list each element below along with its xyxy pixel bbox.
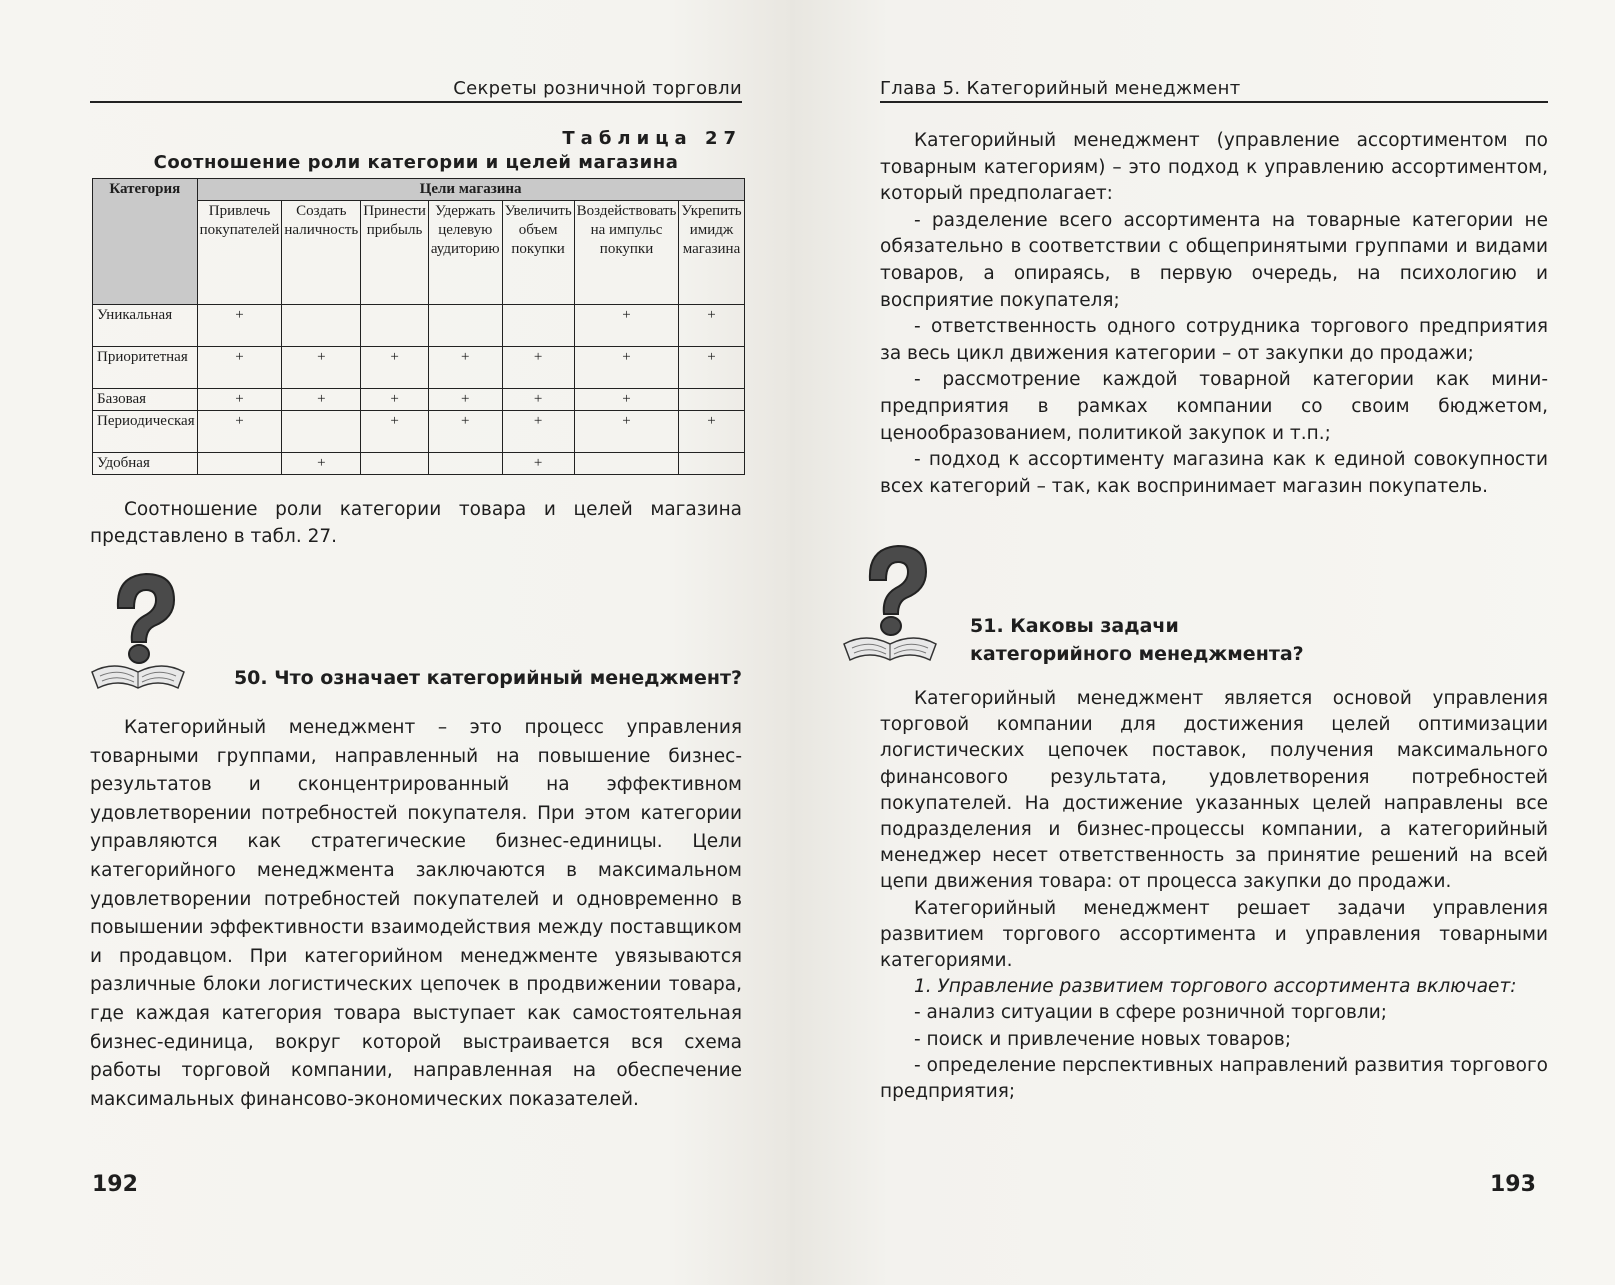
mark-cell: + [574, 305, 679, 347]
answer-51-paragraph-2: Категорийный менеджмент решает задачи управления развитием торгового ассортимента и управления товарными категориями. [880, 897, 1548, 972]
mark-cell [428, 453, 502, 475]
table-row [93, 347, 745, 389]
mark-cell: + [679, 305, 744, 347]
right-page [790, 0, 1615, 1285]
table-number: Таблица 27 [562, 128, 742, 149]
mark-cell: + [282, 453, 361, 475]
category-header: Категория [93, 179, 198, 305]
goal-column-header: Принести прибыль [361, 201, 429, 305]
page-number-left: 192 [92, 1172, 138, 1197]
answer-50-paragraph: Категорийный менеджмент – это процесс управления товарными группами, направленный на повышение бизнес-результатов и сконцентрированный на эффективном удовлетворении потребностей покупателя. При этом категории управляются как стратегические бизнес-единицы. Цели категорийного менеджмента заключаются в максимальном удовлетворении потребностей покупателей и одновременно в повышении эффективности взаимодействия между поставщиком и продавцом. При категорийном менеджменте увязываются различные блоки логистических цепочек в продвижении товара, где каждая категория товара выступает как самостоятельная бизнес-единица, вокруг которой выстраивается вся схема работы торговой компании, направленная на обеспечение максимальных финансово-экономических показателей. [90, 717, 742, 1110]
mark-cell: + [574, 347, 679, 389]
roles-goals-table [92, 178, 745, 475]
intro-item: - разделение всего ассортимента на товарные категории не обязательно в соответствии с общепринятыми группами и видами товаров, а опираясь, в первую очередь, на психологию и восприятие покупателя; [880, 209, 1548, 311]
table-row [93, 389, 745, 411]
goal-column-header: Увеличить объем покупки [502, 201, 574, 305]
goals-header: Цели магазина [197, 179, 744, 201]
mark-cell: + [282, 347, 361, 389]
question-book-icon [88, 568, 188, 692]
mark-cell: + [428, 347, 502, 389]
row-label: Базовая [93, 389, 198, 411]
mark-cell: + [361, 347, 429, 389]
left-page [0, 0, 790, 1285]
mark-cell: + [574, 389, 679, 411]
mark-cell: + [679, 411, 744, 453]
mark-cell: + [502, 453, 574, 475]
row-label: Приоритетная [93, 347, 198, 389]
table-row [93, 305, 745, 347]
question-heading-51 [970, 612, 1490, 668]
question-heading-51-line2: категорийного менеджмента? [970, 643, 1304, 665]
list-item: - определение перспективных направлений развития торгового предприятия; [880, 1054, 1548, 1103]
mark-cell: + [502, 389, 574, 411]
intro-item: - ответственность одного сотрудника торгового предприятия за весь цикл движения категории – от закупки до продажи; [880, 316, 1548, 364]
goal-column-header: Удержать целевую аудиторию [428, 201, 502, 305]
mark-cell [282, 305, 361, 347]
mark-cell: + [361, 411, 429, 453]
intro-item: - подход к ассортименту магазина как к единой совокупности всех категорий – так, как воспринимает магазин покупатель. [880, 449, 1548, 497]
mark-cell: + [502, 411, 574, 453]
list-item: - поиск и привлечение новых товаров; [914, 1028, 1292, 1050]
answer-51-paragraph-1: Категорийный менеджмент является основой управления торговой компании для достижения целей оптимизации логистических цепочек поставок, получения максимального финансового результата, удовлетворения потребностей покупателей. На достижение указанных целей направлены все подразделения и бизнес-процессы компании, а категорийный менеджер несет ответственность за принятие решений на всей цепи движения товара: от процесса закупки до продажи. [880, 688, 1548, 893]
mark-cell [361, 453, 429, 475]
intro-item: - рассмотрение каждой товарной категории как мини-предприятия в рамках компании со своим бюджетом, ценообразованием, политикой закупок и т.п.; [880, 369, 1548, 444]
table-row [93, 453, 745, 475]
mark-cell [428, 305, 502, 347]
goal-column-header: Создать наличность [282, 201, 361, 305]
mark-cell: + [282, 389, 361, 411]
list-heading: 1. Управление развитием торгового ассортимента включает: [914, 976, 1517, 998]
mark-cell [502, 305, 574, 347]
mark-cell: + [428, 411, 502, 453]
table-reference-paragraph: Соотношение роли категории товара и целей магазина представлено в табл. 27. [90, 499, 742, 547]
mark-cell [679, 389, 744, 411]
mark-cell: + [197, 389, 282, 411]
mark-cell [679, 453, 744, 475]
mark-cell: + [679, 347, 744, 389]
goal-column-header: Воздействовать на импульс покупки [574, 201, 679, 305]
table-row [93, 411, 745, 453]
goal-column-header: Укрепить имидж магазина [679, 201, 744, 305]
answer-51-block [880, 686, 1548, 1105]
mark-cell [361, 305, 429, 347]
mark-cell [282, 411, 361, 453]
mark-cell: + [197, 411, 282, 453]
mark-cell [197, 453, 282, 475]
running-head-right: Глава 5. Категорийный менеджмент [880, 78, 1548, 103]
mark-cell: + [197, 305, 282, 347]
question-heading-51-line1: 51. Каковы задачи [970, 615, 1179, 637]
list-item: - анализ ситуации в сфере розничной торговли; [914, 1002, 1387, 1024]
mark-cell: + [502, 347, 574, 389]
intro-block [880, 128, 1548, 500]
mark-cell: + [428, 389, 502, 411]
mark-cell [574, 453, 679, 475]
mark-cell: + [574, 411, 679, 453]
row-label: Периодическая [93, 411, 198, 453]
mark-cell: + [197, 347, 282, 389]
row-label: Удобная [93, 453, 198, 475]
table-title: Соотношение роли категории и целей магазина [153, 152, 679, 173]
intro-paragraph: Категорийный менеджмент (управление ассортиментом по товарным категориям) – это подход к управлению ассортиментом, который предполагает: [880, 130, 1548, 205]
mark-cell: + [361, 389, 429, 411]
goal-column-header: Привлечь покупателей [197, 201, 282, 305]
row-label: Уникальная [93, 305, 198, 347]
question-book-icon [840, 540, 940, 664]
page-number-right: 193 [1490, 1172, 1536, 1197]
running-head-left: Секреты розничной торговли [90, 78, 742, 103]
question-heading-50: 50. Что означает категорийный менеджмент? [233, 667, 742, 689]
